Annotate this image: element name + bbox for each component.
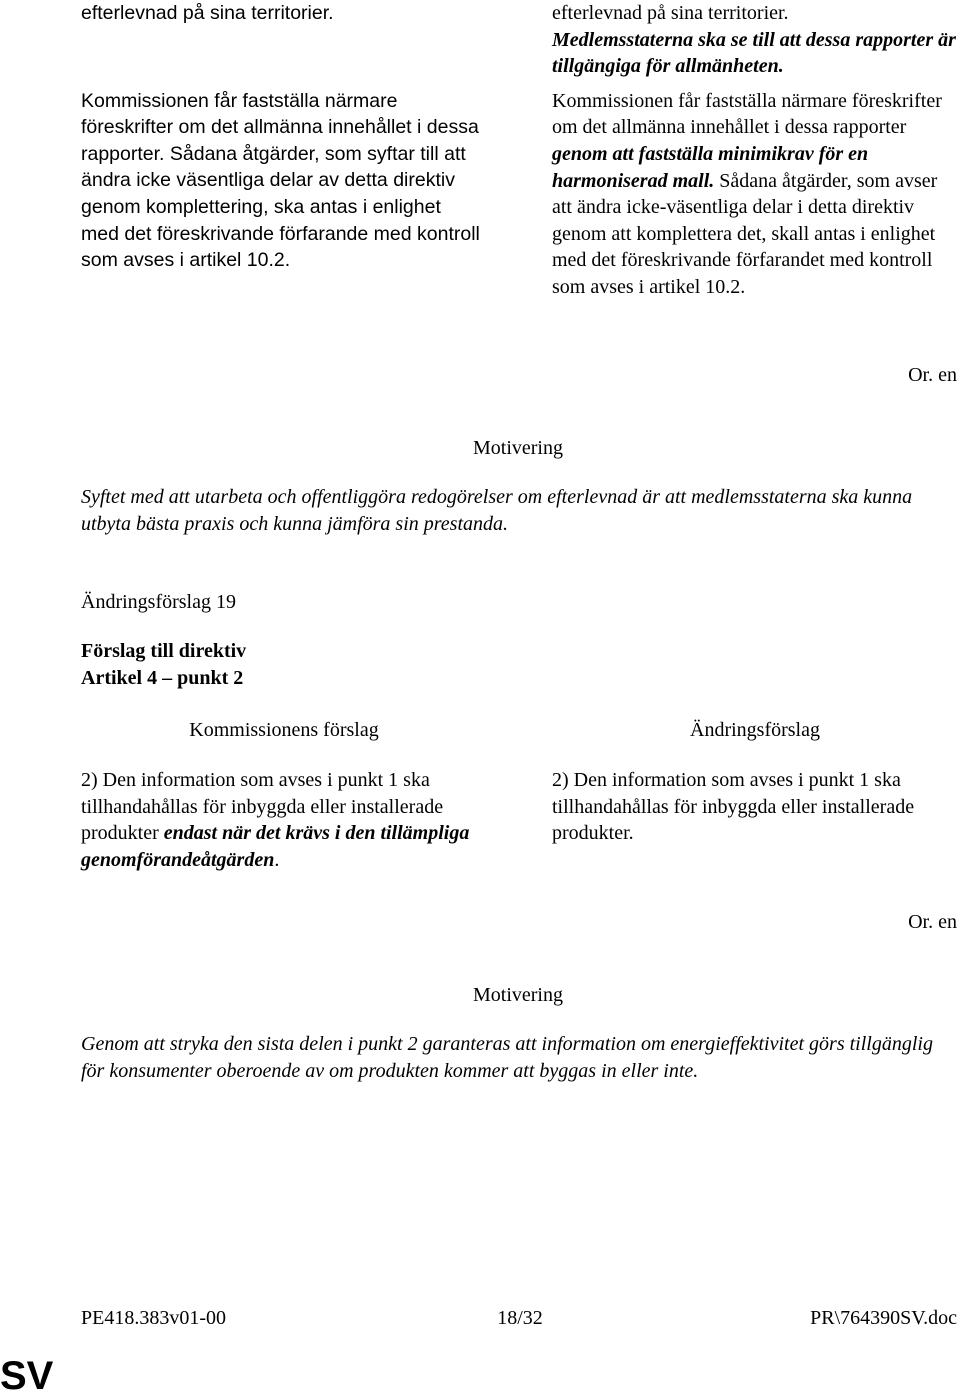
right-paragraph-2: [552, 88, 958, 301]
commission-text-deleted: endast när det krävs i den tillämpliga genomförandeåtgärden: [81, 822, 470, 871]
right-paragraph-1: [552, 0, 958, 80]
justification-heading-1: Motivering: [473, 437, 563, 459]
left-paragraph-2: Kommissionen får fastställa närmare föreskrifter om det allmänna innehållet i dessa rapporter. Sådana åtgärder, som syftar till att ändra icke väsentliga delar av detta direktiv genom komplettering, ska antas i enlighet med det föreskrivande förfarande med kontroll som avses i artikel 10.2.: [81, 89, 480, 272]
original-language-2: Or. en: [908, 911, 957, 933]
column-header-amendment: Ändringsförslag: [690, 719, 820, 741]
justification-heading-2: Motivering: [473, 984, 563, 1006]
commission-text-plain: 2) Den information som avses i punkt 1 ska tillhandahållas för inbyggda eller installerade produkter: [81, 769, 444, 844]
right-paragraph-2-rest: Sådana åtgärder, som avser att ändra icke-väsentliga delar i detta direktiv genom att komplettera det, skall antas i enlighet med det föreskrivande förfarandet med kontroll som avses i artikel 10.2.: [552, 169, 938, 298]
column-header-commission: Kommissionens förslag: [189, 719, 379, 741]
amendment-title: Ändringsförslag 19: [81, 591, 236, 613]
right-column-top: [552, 0, 958, 301]
amendment-article: Artikel 4 – punkt 2: [81, 667, 244, 689]
right-paragraph-1-added: Medlemsstaterna ska se till att dessa rapporter är tillgängiga för allmänheten.: [552, 28, 956, 78]
commission-text: [81, 767, 491, 873]
right-paragraph-1-plain: efterlevnad på sina territorier.: [552, 2, 789, 24]
commission-text-end: .: [274, 848, 280, 871]
justification-text-1: Syftet med att utarbeta och offentliggöra redogörelser om efterlevnad är att medlemsstaterna ska kunna utbyta bästa praxis och kunna jämföra sin prestanda.: [81, 486, 913, 535]
original-language-1: Or. en: [908, 364, 957, 386]
right-paragraph-2-plain: Kommissionen får fastställa närmare föreskrifter om det allmänna innehållet i dessa rapporter: [552, 89, 942, 139]
footer-page-number: 18/32: [497, 1307, 543, 1329]
footer-document-name: PR\764390SV.doc: [810, 1307, 957, 1329]
amendment-proposal: Förslag till direktiv: [81, 640, 247, 662]
footer-language-code: SV: [0, 1354, 54, 1398]
left-column-top: [81, 0, 481, 274]
right-paragraph-2-added: genom att fastställa minimikrav för en harmoniserad mall.: [552, 142, 869, 192]
left-paragraph-1: efterlevnad på sina territorier.: [81, 2, 334, 24]
amendment-text: 2) Den information som avses i punkt 1 ska tillhandahållas för inbyggda eller installerade produkter.: [552, 769, 915, 844]
footer-reference: PE418.383v01-00: [81, 1307, 226, 1329]
justification-text-2: Genom att stryka den sista delen i punkt 2 garanteras att information om energieffektivitet görs tillgänglig för konsumenter oberoende av om produkten kommer att byggas in eller inte.: [81, 1033, 933, 1082]
